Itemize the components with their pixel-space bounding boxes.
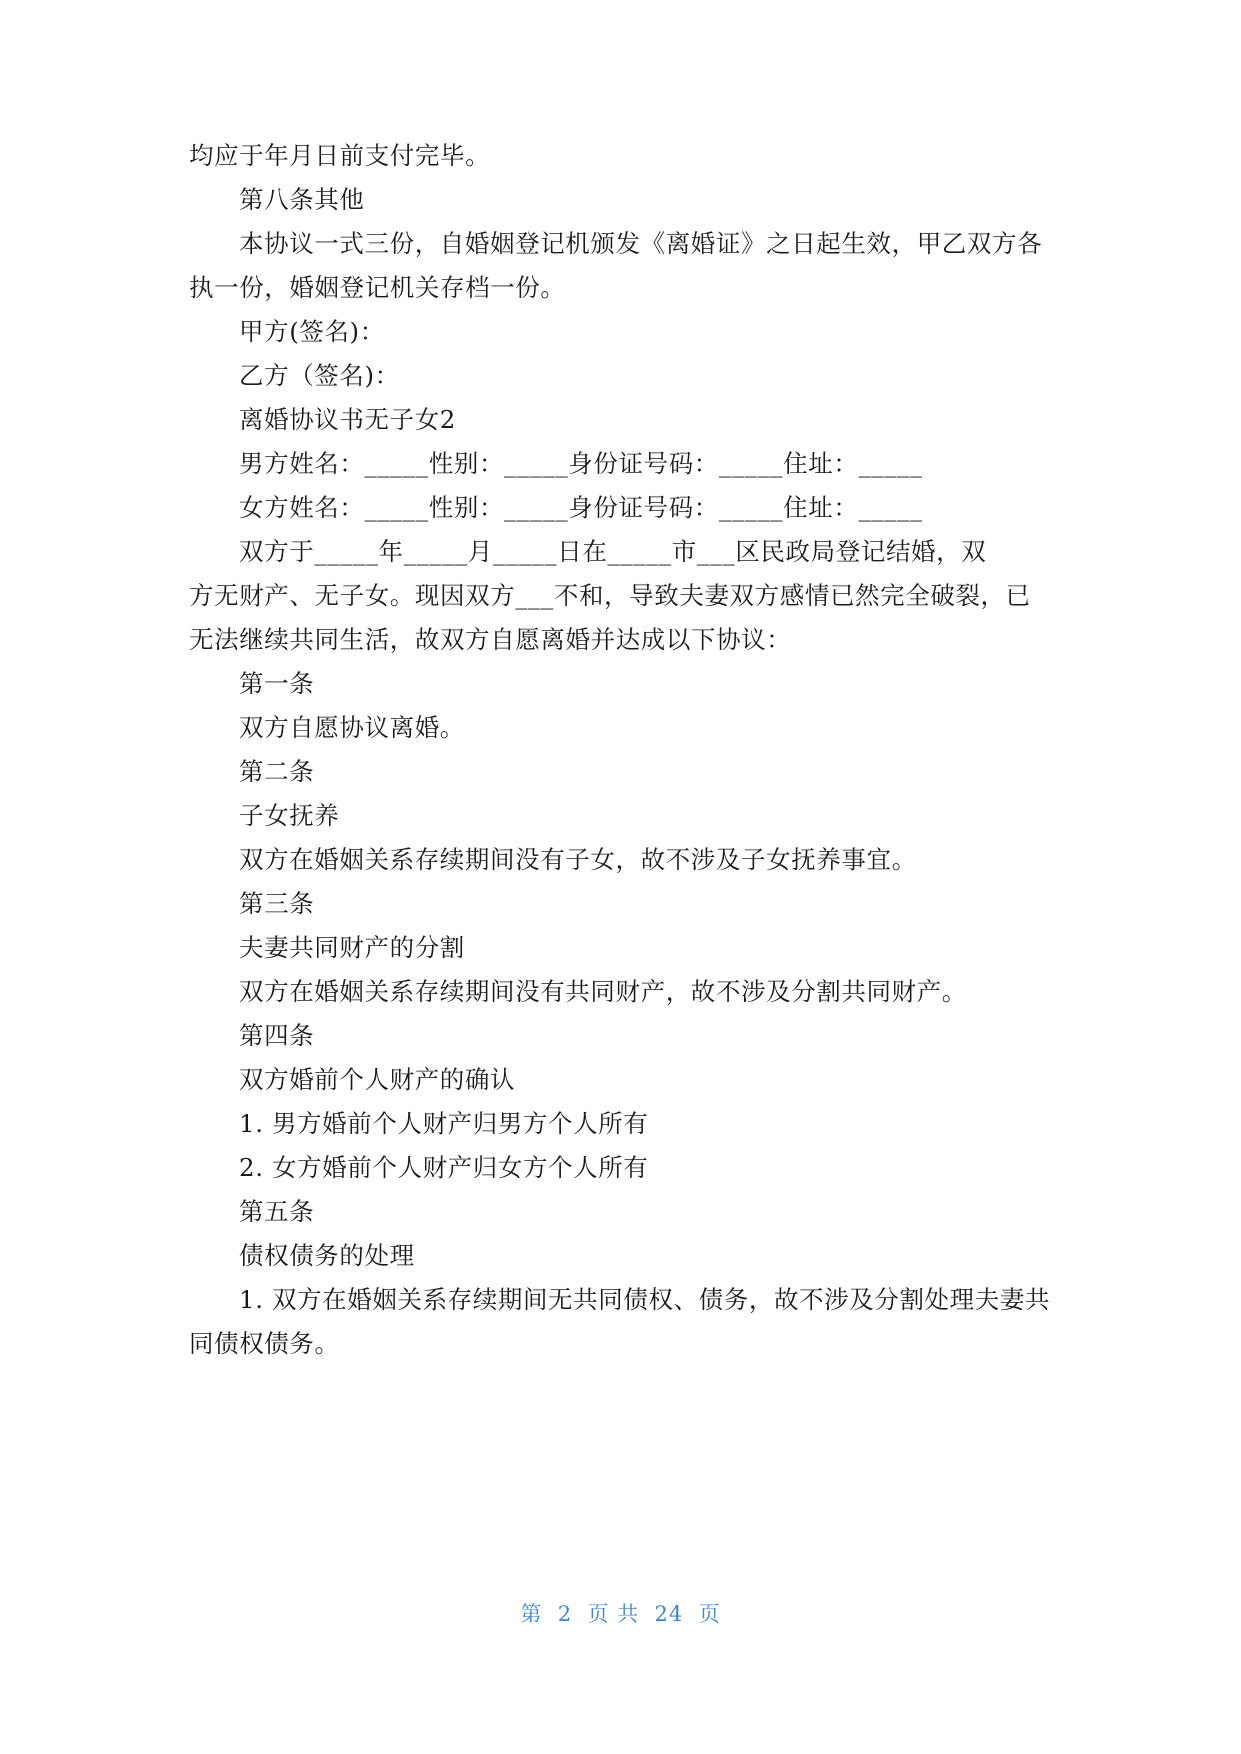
article-heading: 第二条	[239, 757, 315, 786]
male-party-info-line: 男方姓名：_____性别：_____身份证号码：_____住址：_____	[239, 449, 923, 478]
article-heading: 第三条	[239, 889, 315, 918]
article-subheading: 债权债务的处理	[239, 1241, 415, 1270]
list-item: 2. 女方婚前个人财产归女方个人所有	[239, 1153, 649, 1182]
paragraph-line: 均应于年月日前支付完毕。	[189, 141, 491, 170]
article-subheading: 夫妻共同财产的分割	[239, 933, 465, 962]
article-heading: 第一条	[239, 669, 315, 698]
signature-line-party-a: 甲方(签名)：	[239, 317, 385, 346]
paragraph-line: 本协议一式三份，自婚姻登记机颁发《离婚证》之日起生效，甲乙双方各	[239, 229, 1043, 258]
list-item: 1. 双方在婚姻关系存续期间无共同债权、债务，故不涉及分割处理夫妻共	[239, 1285, 1051, 1314]
page-number-footer	[0, 1600, 1241, 1628]
article-heading: 第五条	[239, 1197, 315, 1226]
paragraph-line: 双方自愿协议离婚。	[239, 713, 465, 742]
female-party-info-line: 女方姓名：_____性别：_____身份证号码：_____住址：_____	[239, 493, 923, 522]
paragraph-line: 方无财产、无子女。现因双方___不和，导致夫妻双方感情已然完全破裂，已	[189, 581, 1031, 610]
article-heading: 第八条其他	[239, 185, 365, 214]
page-number-text: 第 2 页 共 24 页	[520, 1602, 721, 1626]
paragraph-line: 双方于_____年_____月_____日在_____市___区民政局登记结婚，双	[239, 537, 987, 566]
article-subheading: 子女抚养	[239, 801, 340, 830]
article-subheading: 双方婚前个人财产的确认	[239, 1065, 516, 1094]
article-heading: 第四条	[239, 1021, 315, 1050]
paragraph-line: 无法继续共同生活，故双方自愿离婚并达成以下协议：	[189, 625, 792, 654]
paragraph-line: 同债权债务。	[189, 1329, 340, 1358]
paragraph-line: 执一份，婚姻登记机关存档一份。	[189, 273, 566, 302]
list-item: 1. 男方婚前个人财产归男方个人所有	[239, 1109, 649, 1138]
document-section-title: 离婚协议书无子女2	[239, 405, 456, 434]
paragraph-line: 双方在婚姻关系存续期间没有共同财产，故不涉及分割共同财产。	[239, 977, 967, 1006]
signature-line-party-b: 乙方（签名)：	[239, 361, 400, 390]
paragraph-line: 双方在婚姻关系存续期间没有子女，故不涉及子女抚养事宜。	[239, 845, 917, 874]
